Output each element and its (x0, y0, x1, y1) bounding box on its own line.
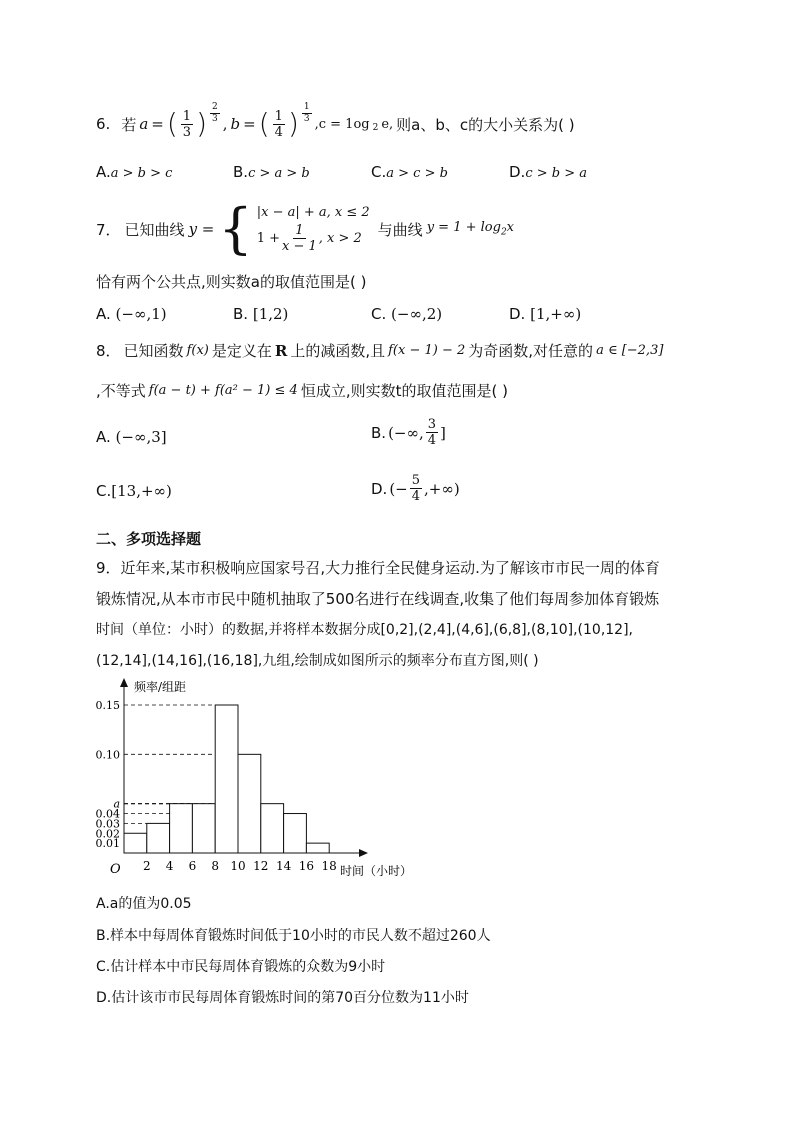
q8-R: R (274, 341, 288, 360)
y-tick-label: 0.01 (95, 837, 120, 851)
q8-option-c[interactable]: C.[13,+∞) (96, 482, 172, 500)
section-title: 二、多项选择题 (96, 530, 202, 548)
histogram-bar (124, 833, 147, 853)
histogram (90, 675, 430, 887)
q7-case2: 1 + $\frac{1}{x - 1}$ , x > 2 (256, 223, 362, 254)
y-tick-label: 0.10 (95, 748, 120, 762)
y-tick-label: 0.15 (95, 699, 120, 712)
x-tick-label: 4 (165, 859, 174, 873)
y-tick-label: 0.04 (95, 807, 120, 821)
x-tick-label: 6 (188, 859, 197, 873)
histogram-bar (284, 814, 307, 853)
q6-c-part: ,c = 1og (314, 116, 370, 132)
x-tick-label: 14 (275, 859, 292, 873)
question-8: 8． 已知函数 f(x) 是定义在 R 上的减函数,且 f(x − 1) − 2 为奇函数,对任意的 a ∈ [−2,3] (96, 341, 664, 360)
question-6: 6. 若 a = ( $\frac{1}{3}$ ) $\frac{2}{3}$ , b = ( $\frac{1}{4}$ ) $\frac{1}{3}$ ,c = 1og 2 e, 则a、b、c的大小关系为( ) (96, 101, 575, 140)
q7-line2: 恰有两个公共点,则实数a的取值范围是( ) (96, 273, 367, 291)
q7-case1: |x − a| + a, x ≤ 2 (256, 205, 370, 220)
q7-y-eq: y = (188, 220, 215, 238)
q8-option-b[interactable]: B. (−∞, $\frac{3}{4}$ ] (371, 417, 446, 448)
x-tick-label: 8 (211, 859, 220, 873)
x-tick-label: 2 (142, 859, 151, 873)
q6-b-sep: , (222, 115, 228, 133)
q6-exp2: $\frac{1}{3}$ (303, 101, 310, 124)
q7-lead: 已知曲线 (124, 220, 185, 239)
q6-lead: 若 (121, 115, 137, 134)
q6-number: 6. (96, 115, 111, 133)
q9-line4: (12,14],(14,16],(16,18],九组,绘制成如图所示的频率分布直方图,则( ) (96, 653, 539, 669)
q8-number: 8． (96, 342, 121, 360)
q6-frac1: $\frac{1}{3}$ (182, 108, 192, 140)
histogram-bar (192, 804, 215, 853)
x-axis-arrow (359, 849, 368, 857)
q8-line2: ,不等式 f(a − t) + f(a² − 1) ≤ 4 恒成立,则实数t的取值范围是( ) (96, 382, 508, 400)
y-tick-label: 0.03 (95, 817, 120, 831)
q6-option-b[interactable]: B.c > a > b (233, 163, 310, 181)
q7-option-a[interactable]: A. (−∞,1) (96, 305, 167, 323)
x-axis-label: 时间（小时） (340, 864, 413, 878)
histogram-bar (238, 754, 261, 853)
histogram-bar (261, 804, 284, 853)
q7-option-d[interactable]: D. [1,+∞) (509, 305, 582, 323)
q6-b-var: b (230, 115, 241, 133)
q9-option-c[interactable]: C.估计样本中市民每周体育锻炼的众数为9小时 (96, 959, 386, 975)
q7-cases (257, 205, 370, 253)
histogram-bar (306, 843, 329, 853)
q6-a-var: a (139, 115, 149, 133)
x-tick-label: 18 (321, 859, 337, 873)
q9-option-b[interactable]: B.样本中每周体育锻炼时间低于10小时的市民人数不超过260人 (96, 928, 491, 944)
q7-option-c[interactable]: C. (−∞,2) (371, 305, 443, 323)
q9-line3: 时间（单位：小时）的数据,并将样本数据分成[0,2],(2,4],(4,6],(6,8],(8,10],(10,12], (96, 622, 634, 638)
histogram-bar (147, 823, 170, 853)
q7-curve2: $y = 1 + \log_2x$ (426, 220, 515, 238)
question-7 (96, 198, 514, 260)
q8-fx: f(x) (186, 343, 209, 358)
q8-inequality: f(a − t) + f(a² − 1) ≤ 4 (148, 383, 298, 398)
q9-option-a[interactable]: A.a的值为0.05 (96, 896, 192, 912)
q6-exp1: $\frac{2}{3}$ (212, 101, 218, 124)
q6-option-c[interactable]: C.a > c > b (371, 163, 448, 181)
q6-option-d[interactable]: D.c > b > a (509, 163, 587, 181)
q7-option-b[interactable]: B. [1,2) (233, 305, 289, 323)
histogram-bar (170, 804, 193, 853)
y-axis-label: 频率/组距 (134, 680, 187, 694)
q7-number: 7． (96, 220, 121, 239)
q9-line2: 锻炼情况,从本市市民中随机抽取了500名进行在线调查,收集了他们每周参加体育锻炼 (96, 590, 660, 608)
q6-frac2: $\frac{1}{4}$ (274, 108, 283, 140)
y-axis-arrow (120, 678, 128, 687)
y-tick-label: 0.02 (95, 827, 120, 841)
origin-label: O (110, 862, 121, 877)
histogram-bar (215, 705, 238, 853)
y-tick-label: a (113, 797, 120, 811)
q8-a-range: a ∈ [−2,3] (596, 343, 664, 358)
q7-mid: 与曲线 (377, 220, 423, 239)
q9-line1: 9．近年来,某市积极响应国家号召,大力推行全民健身运动.为了解该市市民一周的体育 (96, 559, 660, 577)
q6-eq: = (151, 115, 164, 133)
x-tick-label: 12 (253, 859, 269, 873)
q8-option-a[interactable]: A. (−∞,3] (96, 428, 167, 446)
q6-tail: 则a、b、c的大小关系为( ) (396, 115, 575, 134)
x-tick-label: 16 (298, 859, 315, 873)
q9-option-d[interactable]: D.估计该市市民每周体育锻炼时间的第70百分位数为11小时 (96, 990, 469, 1006)
q8-fx2: f(x − 1) − 2 (388, 343, 466, 358)
q6-option-a[interactable]: A.a > b > c (96, 163, 173, 181)
x-tick-label: 10 (230, 859, 246, 873)
q7-brace: { (218, 197, 253, 260)
q8-option-d[interactable]: D. (− $\frac{5}{4}$ ,+∞) (371, 473, 460, 504)
